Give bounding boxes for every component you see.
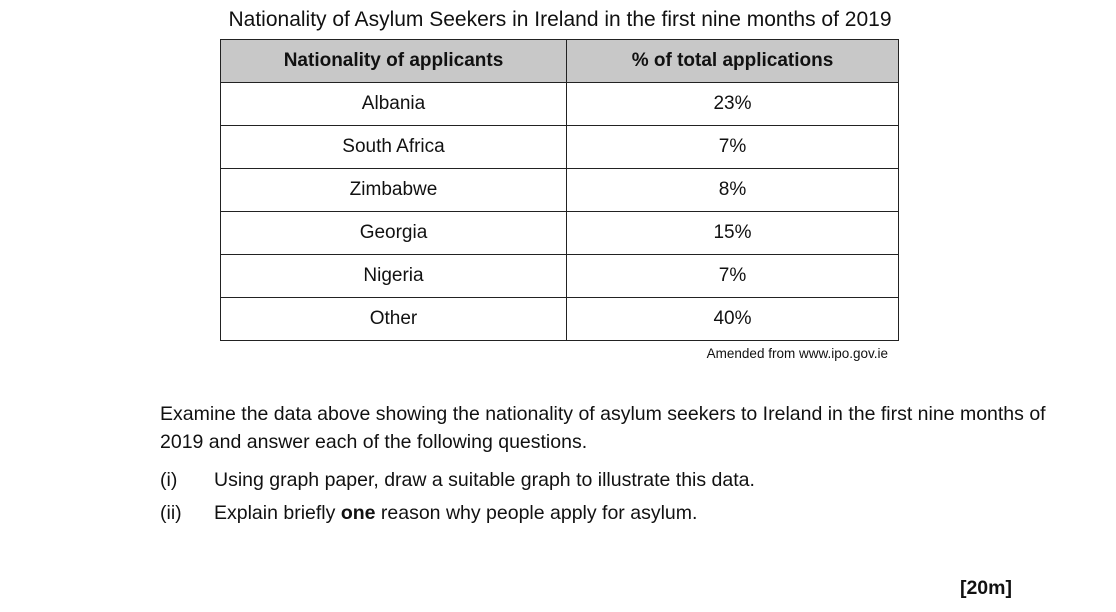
- nationality-cell: Nigeria: [221, 255, 567, 298]
- column-header-nationality: Nationality of applicants: [221, 40, 567, 83]
- nationality-table: [220, 39, 899, 341]
- table-header-row: [221, 40, 899, 83]
- question-item: [160, 466, 755, 494]
- table-row: [221, 255, 899, 298]
- column-header-percent: % of total applications: [567, 40, 899, 83]
- question-text: Using graph paper, draw a suitable graph to illustrate this data.: [214, 469, 755, 491]
- table-row: [221, 298, 899, 341]
- percent-cell: 7%: [567, 126, 899, 169]
- nationality-cell: Albania: [221, 83, 567, 126]
- percent-cell: 8%: [567, 169, 899, 212]
- nationality-cell: South Africa: [221, 126, 567, 169]
- percent-cell: 40%: [567, 298, 899, 341]
- nationality-cell: Zimbabwe: [221, 169, 567, 212]
- nationality-cell: Other: [221, 298, 567, 341]
- instructions-text: Examine the data above showing the nationality of asylum seekers to Ireland in the first nine months of 2019 and answer each of the following questions.: [160, 403, 1046, 453]
- question-item: [160, 499, 697, 527]
- percent-cell: 23%: [567, 83, 899, 126]
- table-row: [221, 169, 899, 212]
- table-row: [221, 212, 899, 255]
- question-emphasis: one: [340, 502, 376, 524]
- table-row: [221, 83, 899, 126]
- source-note: Amended from www.ipo.gov.ie: [706, 346, 888, 361]
- marks-label: [20m]: [959, 577, 1012, 599]
- percent-cell: 15%: [567, 212, 899, 255]
- table-row: [221, 126, 899, 169]
- question-number: (ii): [160, 502, 182, 524]
- question-text-after: reason why people apply for asylum.: [375, 502, 698, 524]
- table-title: Nationality of Asylum Seekers in Ireland in the first nine months of 2019: [228, 8, 892, 31]
- nationality-cell: Georgia: [221, 212, 567, 255]
- question-text-before: Explain briefly: [214, 502, 341, 524]
- question-number: (i): [160, 469, 178, 491]
- percent-cell: 7%: [567, 255, 899, 298]
